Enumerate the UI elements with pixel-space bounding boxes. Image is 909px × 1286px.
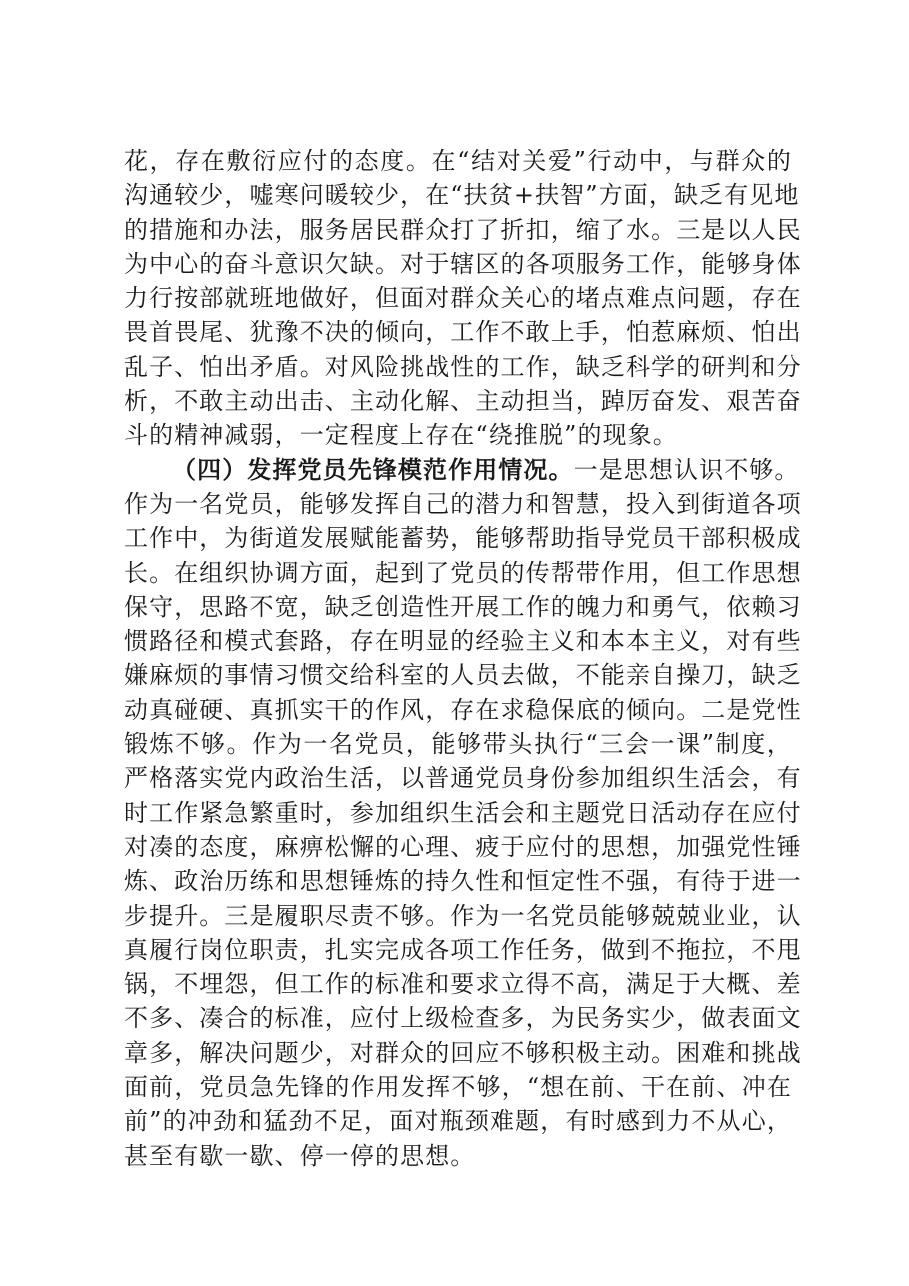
paragraph-continued — [124, 144, 802, 453]
text-line: 畏首畏尾、犹豫不决的倾向，工作不敢上手，怕惹麻烦、怕出 — [124, 318, 802, 347]
text-line: 工作中，为街道发展赋能蓄势，能够帮助指导党员干部积极成 — [124, 524, 802, 553]
text-line: 作为一名党员，能够发挥自己的潜力和智慧，投入到街道各项 — [124, 489, 802, 518]
text-line: 严格落实党内政治生活，以普通党员身份参加组织生活会，有 — [124, 764, 802, 793]
text-line: 前”的冲劲和猛劲不足，面对瓶颈难题，有时感到力不从心， — [124, 1107, 792, 1136]
section-heading-rest: 一是思想认识不够。 — [573, 455, 800, 484]
text-line: 斗的精神减弱，一定程度上存在“绕推脱”的现象。 — [124, 421, 678, 450]
text-line: 的措施和办法，服务居民群众打了折扣，缩了水。三是以人民 — [124, 215, 802, 244]
text-line-first — [124, 453, 800, 487]
text-line: 力行按部就班地做好，但面对群众关心的堵点难点问题，存在 — [124, 284, 802, 313]
section-heading: （四）发挥党员先锋模范作用情况。 — [172, 454, 574, 484]
text-line: 对凑的态度，麻痹松懈的心理、疲于应付的思想，加强党性锤 — [124, 832, 802, 861]
text-line: 锻炼不够。作为一名党员，能够带头执行“三会一课”制度， — [124, 730, 792, 759]
text-line: 动真碰硬、真抓实干的作风，存在求稳保底的倾向。二是党性 — [124, 695, 802, 724]
document-body — [124, 144, 802, 1173]
text-line: 不多、凑合的标准，应付上级检查多，为民务实少，做表面文 — [124, 1004, 802, 1033]
text-line: 时工作紧急繁重时，参加组织生活会和主题党日活动存在应付 — [124, 798, 802, 827]
text-line: 甚至有歇一歇、停一停的思想。 — [124, 1141, 476, 1170]
text-line: 真履行岗位职责，扎实完成各项工作任务，做到不拖拉，不甩 — [124, 935, 802, 964]
text-line: 炼、政治历练和思想锤炼的持久性和恒定性不强，有待于进一 — [124, 867, 802, 896]
paragraph-section-four — [124, 453, 802, 1173]
text-line: 析，不敢主动出击、主动化解、主动担当，踔厉奋发、艰苦奋 — [124, 387, 802, 416]
text-line: 嫌麻烦的事情习惯交给科室的人员去做，不能亲自操刀，缺乏 — [124, 661, 802, 690]
text-line: 章多，解决问题少，对群众的回应不够积极主动。困难和挑战 — [124, 1038, 802, 1067]
text-line: 乱子、怕出矛盾。对风险挑战性的工作，缺乏科学的研判和分 — [124, 352, 802, 381]
text-line: 惯路径和模式套路，存在明显的经验主义和本本主义，对有些 — [124, 627, 802, 656]
text-line: 保守，思路不宽，缺乏创造性开展工作的魄力和勇气，依赖习 — [124, 592, 802, 621]
text-line: 长。在组织协调方面，起到了党员的传帮带作用，但工作思想 — [124, 558, 802, 587]
text-line: 沟通较少，嘘寒问暖较少，在“扶贫+扶智”方面，缺乏有见地 — [124, 181, 800, 210]
text-line: 花，存在敷衍应付的态度。在“结对关爱”行动中，与群众的 — [124, 147, 792, 175]
text-line: 面前，党员急先锋的作用发挥不够，“想在前、干在前、冲在 — [124, 1073, 792, 1102]
text-line: 锅，不埋怨，但工作的标准和要求立得不高，满足于大概、差 — [124, 970, 802, 999]
text-line: 步提升。三是履职尽责不够。作为一名党员能够兢兢业业，认 — [124, 901, 802, 930]
text-line: 为中心的奋斗意识欠缺。对于辖区的各项服务工作，能够身体 — [124, 249, 802, 278]
